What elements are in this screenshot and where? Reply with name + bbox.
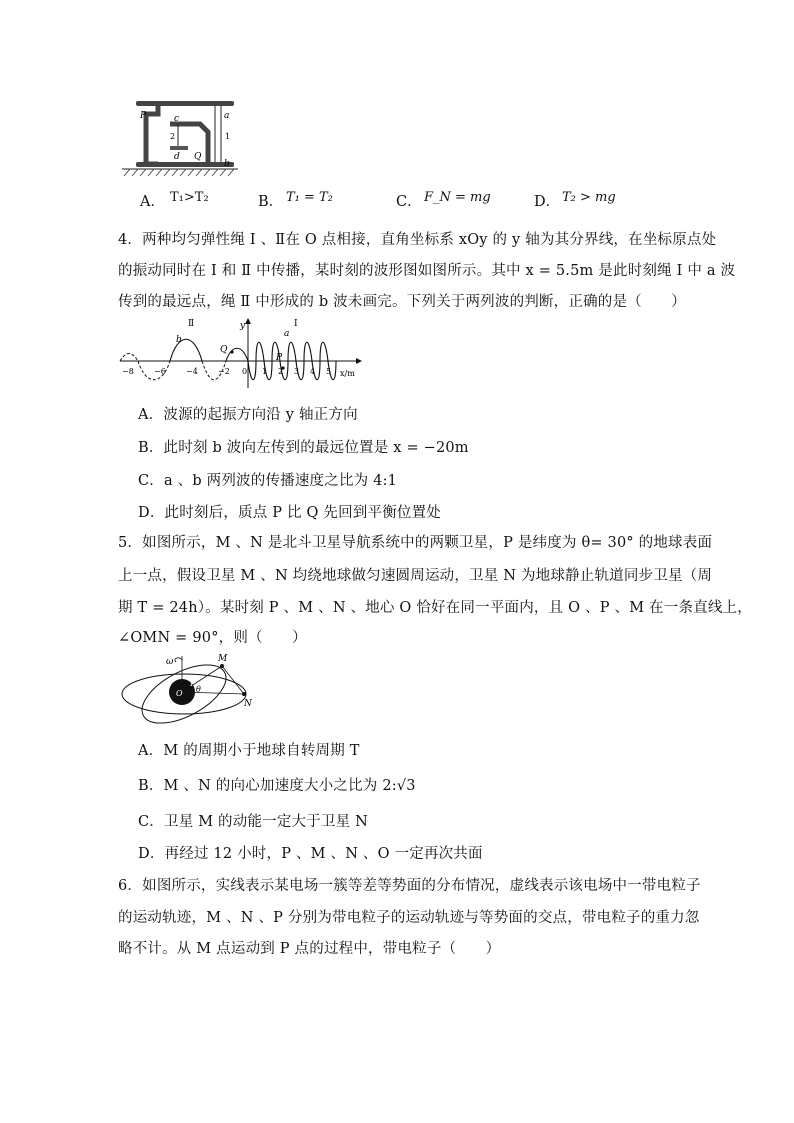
point-Q — [230, 350, 233, 353]
ground-plate — [136, 162, 234, 167]
q3-option-b-letter: B． — [258, 194, 284, 210]
q5-option-a: A．M 的周期小于地球自转周期 T — [138, 743, 360, 759]
q3-option-a-letter: A． — [140, 194, 165, 210]
bent-bar-p — [146, 106, 158, 164]
q4-stem-line-1: 4．两种均匀弹性绳 Ⅰ 、Ⅱ在 O 点相接，直角坐标系 xOy 的 y 轴为其分界线，在坐标原点处 — [118, 232, 717, 248]
q4-option-d: D．此时刻后，质点 P 比 Q 先回到平衡位置处 — [138, 505, 442, 521]
block-d — [170, 146, 188, 150]
q3-option-d-text: T₂ > mg — [562, 190, 616, 205]
ground-hatch — [124, 169, 234, 176]
label-omega: ω — [166, 657, 174, 667]
q4-stem-line-2: 的振动同时在 Ⅰ 和 Ⅱ 中传播，某时刻的波形图如图所示。其中 x = 5.5m 是此时刻绳 Ⅰ 中 a 波 — [118, 263, 736, 279]
q6-stem-line-2: 的运动轨迹，M 、N 、P 分别为带电粒子的运动轨迹与等势面的交点，带电粒子的重力忽 — [118, 910, 700, 926]
q4-stem-line-3: 传到的最远点，绳 Ⅱ 中形成的 b 波未画完。下列关于两列波的判断，正确的是（ ） — [118, 294, 686, 310]
q5-option-b: B．M 、N 的向心加速度大小之比为 2:√3 — [138, 778, 416, 794]
label-Q: Q — [194, 152, 202, 162]
label-O: O — [176, 689, 183, 698]
rotation-arrow — [175, 658, 182, 662]
label-b: b — [224, 159, 230, 169]
label-P: P — [190, 679, 196, 688]
q3-option-b-text: T₁ = T₂ — [286, 190, 333, 205]
q3-option-d-letter: D． — [534, 194, 561, 210]
line-om — [182, 666, 222, 692]
q3-option-c-text: F_N = mg — [424, 190, 491, 205]
q4-option-b: B．此时刻 b 波向左传到的最远位置是 x = −20m — [138, 440, 469, 456]
q5-stem-line-4: ∠OMN = 90°，则（ ） — [118, 630, 307, 646]
tick-label: 0 — [242, 367, 248, 376]
figure-q3-pulley-rods — [118, 96, 243, 178]
label-b: b — [176, 335, 182, 345]
q5-stem-line-1: 5．如图所示，M 、N 是北斗卫星导航系统中的两颗卫星，P 是纬度为 θ= 30° 的地球表面 — [118, 535, 713, 551]
tick-label: −2 — [218, 367, 230, 376]
line-mn — [222, 666, 244, 694]
y-axis-arrow — [245, 318, 251, 324]
q5-stem-line-3: 期 T = 24h）。某时刻 P 、M 、N 、地心 O 恰好在同一平面内，且 O 、P 、M 在一条直线上， — [118, 600, 752, 616]
wave-b-solid — [170, 339, 202, 361]
tick-label: 4 — [310, 367, 316, 376]
figure-q4-wave-graph — [118, 316, 366, 390]
tick-label: 5 — [326, 367, 332, 376]
label-c: c — [174, 114, 180, 124]
q5-stem-line-2: 上一点，假设卫星 M 、N 均绕地球做匀速圆周运动，卫星 N 为地球静止轨道同步卫星（周 — [118, 568, 713, 584]
label-1: 1 — [225, 132, 231, 141]
q4-option-a: A．波源的起振方向沿 y 轴正方向 — [138, 407, 358, 423]
label-y: y — [240, 321, 246, 331]
top-plate — [136, 101, 234, 106]
q5-option-c: C．卫星 M 的动能一定大于卫星 N — [138, 814, 369, 830]
q4-option-c: C．a 、b 两列波的传播速度之比为 4:1 — [138, 473, 398, 489]
label-rope-II: Ⅱ — [188, 319, 195, 329]
label-a: a — [284, 329, 290, 339]
label-Q: Q — [220, 345, 228, 355]
wave-b-solid-2 — [226, 348, 248, 361]
tick-label: −6 — [154, 367, 166, 376]
label-2: 2 — [170, 132, 176, 141]
label-N: N — [244, 699, 252, 709]
label-a: a — [224, 111, 230, 121]
q6-stem-line-1: 6．如图所示，实线表示某电场一簇等差等势面的分布情况，虚线表示该电场中一带电粒子 — [118, 878, 701, 894]
figure-q5-satellite-orbits — [118, 652, 268, 727]
label-P: P — [140, 111, 147, 121]
q5-option-d: D．再经过 12 小时，P 、M 、N 、O 一定再次共面 — [138, 846, 483, 862]
tick-label: 2 — [278, 367, 284, 376]
label-d: d — [174, 152, 180, 162]
label-x-axis: x/m — [340, 369, 355, 378]
q3-option-c-letter: C． — [396, 194, 422, 210]
q6-stem-line-3: 略不计。从 M 点运动到 P 点的过程中，带电粒子（ ） — [118, 941, 501, 957]
q3-option-a-text: T₁>T₂ — [170, 190, 209, 205]
label-P: P — [276, 353, 283, 363]
label-rope-I: Ⅰ — [294, 319, 298, 329]
tick-label: −4 — [186, 367, 198, 376]
label-M: M — [218, 654, 228, 664]
tick-label: 1 — [262, 367, 268, 376]
x-axis-arrow — [356, 358, 362, 364]
tick-label: 3 — [294, 367, 300, 376]
label-theta: θ — [196, 685, 201, 694]
tick-label: −8 — [122, 367, 134, 376]
